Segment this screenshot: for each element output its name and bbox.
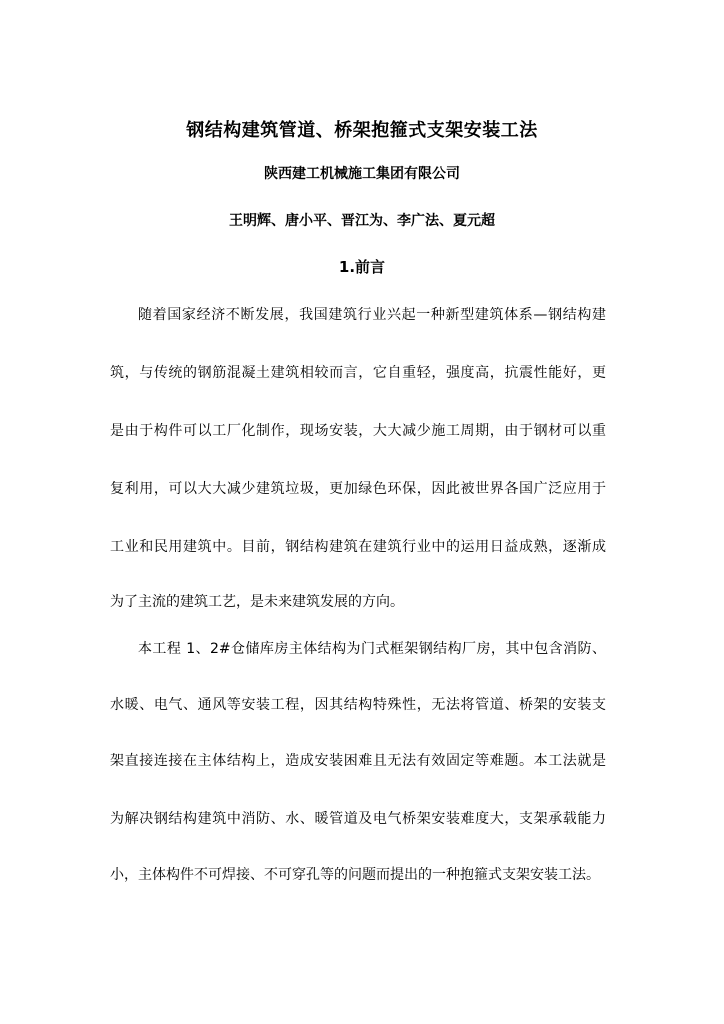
paragraph-2-line-3: 架直接连接在主体结构上，造成安装困难且无法有效固定等难题。本工法就是 <box>110 753 606 769</box>
paragraph-1-line-6: 为了主流的建筑工艺，是未来建筑发展的方向。 <box>110 594 404 610</box>
paragraph-2-line-4: 为解决钢结构建筑中消防、水、暖管道及电气桥架安装难度大，支架承载能力 <box>110 811 606 827</box>
author-list: 王明辉、唐小平、晋江为、李广法、夏元超 <box>229 213 495 229</box>
paragraph-1-line-4: 复利用，可以大大减少建筑垃圾，更加绿色环保，因此被世界各国广泛应用于 <box>110 481 606 497</box>
paragraph-2-line-5: 小，主体构件不可焊接、不可穿孔等的问题而提出的一种抱箍式支架安装工法。 <box>110 867 600 883</box>
paragraph-1-line-2: 筑，与传统的钢筋混凝土建筑相较而言，它自重轻，强度高，抗震性能好，更 <box>110 365 606 381</box>
company-name: 陕西建工机械施工集团有限公司 <box>264 166 460 182</box>
paragraph-1-line-5: 工业和民用建筑中。目前，钢结构建筑在建筑行业中的运用日益成熟，逐渐成 <box>110 539 606 555</box>
section-heading: 1.前言 <box>338 258 386 276</box>
paragraph-1-line-1: 随着国家经济不断发展，我国建筑行业兴起一种新型建筑体系—钢结构建 <box>138 307 606 323</box>
document-title: 钢结构建筑管道、桥架抱箍式支架安装工法 <box>186 120 538 141</box>
paragraph-2-line-2: 水暖、电气、通风等安装工程，因其结构特殊性，无法将管道、桥架的安装支 <box>110 697 606 713</box>
paragraph-1-line-3: 是由于构件可以工厂化制作，现场安装，大大减少施工周期，由于钢材可以重 <box>110 423 606 439</box>
paragraph-2-line-1: 本工程 1、2#仓储库房主体结构为门式框架钢结构厂房，其中包含消防、 <box>138 641 606 657</box>
